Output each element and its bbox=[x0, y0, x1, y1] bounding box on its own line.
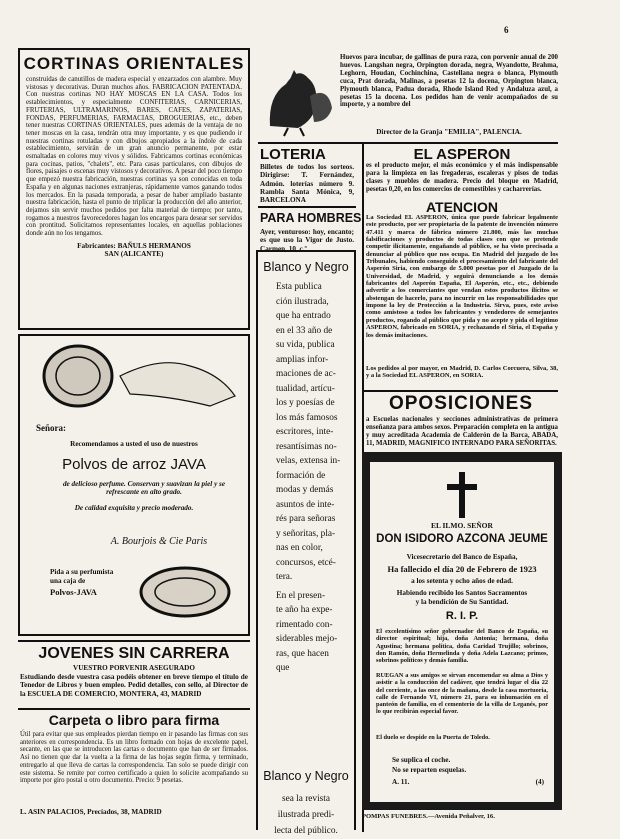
blanco-line: ción ilustrada, bbox=[276, 296, 329, 307]
blanco-line: los más famosos bbox=[276, 412, 338, 423]
blanco-line: rés para señoras bbox=[276, 514, 336, 524]
esquela-number: (4) bbox=[535, 778, 544, 786]
blanco-line: formación de bbox=[276, 470, 326, 481]
esquela-sacr1: Habiendo recibido los Santos Sacramentos bbox=[396, 589, 528, 597]
java-brand: A. Bourjois & Cie Paris bbox=[110, 536, 208, 547]
blanco-line: tualidad, artícu- bbox=[276, 383, 335, 394]
oposiciones-body: a Escuelas nacionales y secciones administrativas de primera enseñanza para ambos sexos. Preparación completa en la antigua y muy acreditada Academia de Calderón de la Barca, ABADA, 11, MADRID, MAGNIFICO INTERNADO PARA SEÑORITAS. bbox=[366, 416, 558, 447]
hombres-title: PARA HOMBRES bbox=[260, 211, 362, 225]
carpeta-address: L. ASIN PALACIOS, Precíados, 38, MADRID bbox=[20, 808, 162, 816]
blanco-line: velas, extensa in- bbox=[276, 456, 341, 466]
carpeta-title: Carpeta o libro para firma bbox=[48, 712, 220, 728]
asperon-body: es el producto mejor, el más económico y el más indispensable para la limpieza en las fregaderas, escaleras y pisos de todas clases y muebles de madera. Precio del bloque en Madrid, pesetas 0,20, en los comercios de comestibles y cacharrerías. bbox=[366, 162, 558, 193]
blanco-negro-ad bbox=[256, 250, 356, 836]
blanco-line: que bbox=[276, 663, 290, 673]
esquela-esquelas: No se reparten esquelas. bbox=[392, 766, 467, 774]
cortinas-maker: Fabricantes: BAÑULS HERMANOS bbox=[77, 241, 191, 250]
java-line1: de delicioso perfume. Conservan y suavizan la piel y se refrescante en alto grado. bbox=[62, 480, 226, 497]
blanco-line: tera. bbox=[276, 572, 293, 582]
powder-box-illustration bbox=[20, 336, 248, 416]
blanco-line: los y poesías de bbox=[276, 398, 335, 408]
esquela-rip: R. I. P. bbox=[445, 610, 479, 622]
blanco-line: modas y demás bbox=[276, 485, 334, 495]
gallinas-sign: Director de la Granja "EMILIA", PALENCIA. bbox=[376, 128, 522, 136]
esquela-office: Vicesecretario del Banco de España, bbox=[406, 553, 518, 561]
blanco-head: Blanco y Negro bbox=[263, 260, 349, 274]
esquela-age: a los setenta y ocho años de edad. bbox=[411, 577, 513, 585]
jovenes-title: JOVENES SIN CARRERA bbox=[38, 645, 230, 662]
blanco-line: maciones de ac- bbox=[276, 369, 336, 379]
java-ad bbox=[18, 334, 250, 636]
blanco-line: amplias infor- bbox=[276, 354, 329, 365]
blanco-line: resantísimas no- bbox=[276, 441, 337, 452]
esquela-title: EL ILMO. SEÑOR bbox=[431, 521, 493, 530]
java-ask1: Pida a su perfumista bbox=[50, 568, 114, 576]
blanco-line: siderables mejo- bbox=[276, 634, 338, 644]
gallinas-body: Huevos para incubar, de gallinas de pura raza, con porvenir anual de 200 huevos. Langshan negra, Orpington dorada, negra, Wyandotte, Brahma, Leghorn, Houdan, Cochinchina, Castellana negra o blanca, Plymouth cuca, Prat dorada, Malinas, a pesetas 12 la docena, Orpington blanca, Plymouth blanca, Padua dorada, Rhode Island Red y Andaluza azul, a pesetas 15 la docena. Los pedidos han de venir acompañados de su importe, y a nombre del bbox=[340, 54, 558, 109]
blanco-foot1: Blanco y Negro bbox=[263, 769, 349, 783]
cortinas-place: SAN (ALICANTE) bbox=[104, 250, 164, 259]
blanco-line: y señoritas, pla- bbox=[276, 528, 336, 539]
blanco-line: En el presen- bbox=[276, 590, 326, 601]
blanco-foot2: sea la revista bbox=[281, 794, 330, 804]
loteria-body: Billetes de todos los sorteos. Dirigirse: T. Fernández, Admón. loterías número 9. Rambla Santa Mónica, 9, BARCELONA bbox=[260, 163, 354, 205]
blanco-line: ras, que hacen bbox=[276, 648, 329, 659]
esquela-a: A. 11. bbox=[392, 778, 410, 786]
rooster-illustration bbox=[258, 56, 338, 138]
esquela-family: El excelentísimo señor gobernador del Banco de España, su director espiritual; hija, doña Antonia; hermana, doña Agustina; hermana política, doña Caridad Trujillo; sobrinos, don Ramón, doña Hermelinda y doña Adela Lazcano; primos, sobrinos políticos y demás familia. bbox=[376, 628, 548, 665]
page-number: 6 bbox=[504, 25, 509, 35]
blanco-line: que ha entrado bbox=[276, 311, 331, 321]
blanco-foot3: ilustrada predi- bbox=[277, 810, 335, 820]
blanco-line: escritores, inte- bbox=[276, 427, 334, 437]
esquela-coche: Se suplica el coche. bbox=[392, 756, 451, 764]
atencion-title: ATENCION bbox=[425, 199, 499, 215]
esquela-died: Ha fallecido el día 20 de Febrero de 1923 bbox=[387, 564, 537, 574]
esquela-name: DON ISIDORO AZCONA JEUME bbox=[376, 533, 548, 545]
blanco-line: su vida, publica bbox=[276, 340, 335, 350]
hombres-body: Ayer, venturoso: hoy, encanto; es que uso la Vigor de Justo. Carmen, 10, c.º bbox=[260, 228, 354, 253]
java-recommend: Recomendamos a usted el uso de nuestros bbox=[70, 440, 198, 448]
esquela bbox=[370, 462, 554, 802]
blanco-line: nas en color, bbox=[276, 543, 323, 553]
powder-box-small bbox=[130, 558, 240, 628]
blanco-foot4: lecta del público. bbox=[274, 826, 338, 836]
cortinas-title: CORTINAS ORIENTALES bbox=[23, 54, 245, 73]
cortinas-body: construídas de canutillos de madera especial y enzarzados con alambre. Muy vistosas y decorativas. Duran muchos años. FABRICACION PATENTADA. Con nuestras cortinas NO HAY MOSCAS EN LA CASA. Todos los establecimientos, y especialmente CONFITERIAS, CARNICERIAS, FRUTERIAS, ULTRAMARINOS, BARES, CAFES, ZAPATERIAS, FONDAS, PERFUMERIAS, FARMACIAS, DROGUERIAS, etc., deben tener nuestras CORTINAS ORIENTALES, pues además de la ventaja de no tener moscas en la casa, tendrán otra muy importante, y es que pudiendo ir nuestras cortinas rotuladas y con dibujos apropiados a la índole de cada establecimiento, servirán de un gran anuncio permanente, por estar esmaltadas en colores muy vivos y sólidos. Fabricamos cortinas económicas para cocinas, patios, "chalets", etc. Para casas particulares, con dibujos de flores, paisajes o escenas muy vistosos y decorativos. A pesar del poco tiempo que empezó nuestra fabricación, nuestras cortinas ya son conocidas en toda España y en algunas naciones extranjeras, rápidamente vamos ganando todos los mercados. En la pasada temporada, a pesar de haber ampliado bastante nuestra fabricación, hasta el punto de triplicar la producción del año anterior, dejamos sin servir muchos pedidos por falta material de tiempo; por tanto, rogamos a nuestros favorecedores hagan los encargos para desear ser servidos con prontitud. Solicitamos representantes locales, en aquellas poblaciones donde aún no los tengamos. bbox=[26, 76, 242, 238]
java-product: Polvos de arroz JAVA bbox=[62, 456, 206, 473]
java-senora: Señora: bbox=[36, 423, 66, 433]
cross-icon bbox=[442, 470, 482, 520]
jovenes-body: Estudiando desde vuestra casa podéis obtener en breve tiempo el título de Tenedor de Libros y buen empleo. Pedid detalles, con sello, al Director de la ESCUELA DE COMERCIO, MONTERA, 43, MADRID bbox=[20, 673, 248, 698]
loteria-title: LOTERIA bbox=[260, 146, 326, 163]
blanco-body bbox=[258, 274, 354, 676]
powder-box-lid bbox=[44, 346, 112, 406]
cortinas-ad bbox=[18, 48, 250, 330]
blanco-line: rimentado con- bbox=[276, 619, 333, 630]
blanco-line: Esta publica bbox=[276, 282, 322, 292]
carpeta-body: Útil para evitar que sus empleados pierdan tiempo en ir pasando las firmas con sus anteriores en correspondencia. Es un libro formado con hojas de excelente papel, secante, en las que se introducen las cartas o documento que han de ser firmados. Así no tienen que dar la vuelta a la firma de las hojas según firma, y terminado, entregarlo al que lleva de cartas la correspondencia. Tan solo se puede dirigir con este sistema. Se remite por correo certificado a quien lo solicite acompañando su importe por giro postal u otro documento. Precio: 9 pesetas. bbox=[20, 731, 248, 785]
java-ask2: una caja de bbox=[50, 577, 86, 585]
blanco-line: concursos, etcé- bbox=[276, 557, 336, 568]
blanco-line: en el 33 año de bbox=[276, 325, 333, 336]
atencion-body: La Sociedad EL ASPERON, única que puede fabricar legalmente este producto, por ser propietaria de la patente de invención número 47.411 y marca de fábrica número 21.800, más las muchas falsificaciones y productos de todas clases con que se pretende competir ilícitamente, engañando al público, se ha visto precisada a denunciar al público que nos ocupa. En Madrid del juzgado de los Tribunales, habiendo conseguido el procesamiento del fabricante del Asperón Siria, con embargo de 5.000 pesetas por el Juzgado de la Universidad, de Madrid, y seguirá denunciando a los demás fabricantes del Asperón España, El Asperón, etc., etc., debiendo advertir a los comerciantes que vendan estos productos ilícitos se abstengan de hacerlo, para no incurrir en las responsabilidades que impone la ley de Protección a la Industria. Sirva, pues, este aviso como amistoso a todos los fabricantes y vendedores de semejantes productos, rogando al público que pida y no acepte y pida el legítimo ASPERON, fabricado en SORIA, y rechazando el Siria, el España y los demás imitaciones. bbox=[366, 214, 558, 339]
jovenes-subtitle: VUESTRO PORVENIR ASEGURADO bbox=[73, 664, 195, 672]
esquela-sacr2: y la bendición de Su Santidad. bbox=[415, 598, 509, 606]
pompas-funebres: POMPAS FUNEBRES.—Avenida Peñalver, 16. bbox=[362, 813, 495, 820]
esquela-duelo: El duelo se despide en la Puerta de Toledo. bbox=[376, 734, 490, 741]
java-line2: De calidad exquisita y precio moderado. bbox=[74, 504, 194, 512]
java-ask3: Polvos-JAVA bbox=[50, 587, 97, 597]
blanco-line: te año ha expe- bbox=[276, 605, 333, 615]
blanco-line: asuntos de inte- bbox=[276, 499, 335, 510]
atencion-pedidos: Los pedidos al por mayor, en Madrid, D. Carlos Corcuera, Silva, 38, y a la Sociedad EL ASPERON, en SORIA. bbox=[366, 365, 558, 380]
hand-drawing bbox=[120, 363, 235, 406]
asperon-title: EL ASPERON bbox=[413, 146, 511, 163]
esquela-ruegan: RUEGAN a sus amigos se sirvan encomendar su alma a Dios y asistir a la conducción del cadáver, que tendrá lugar el día 22 del corriente, a las once de la mañana, desde la casa mortuoria, calle de Fernando VI, número 21, para su inhumación en el panteón de familia, en el cementerio de la villa de Leganés, por lo que recibirán especial favor. bbox=[376, 672, 548, 716]
oposiciones-title: OPOSICIONES bbox=[388, 393, 534, 414]
